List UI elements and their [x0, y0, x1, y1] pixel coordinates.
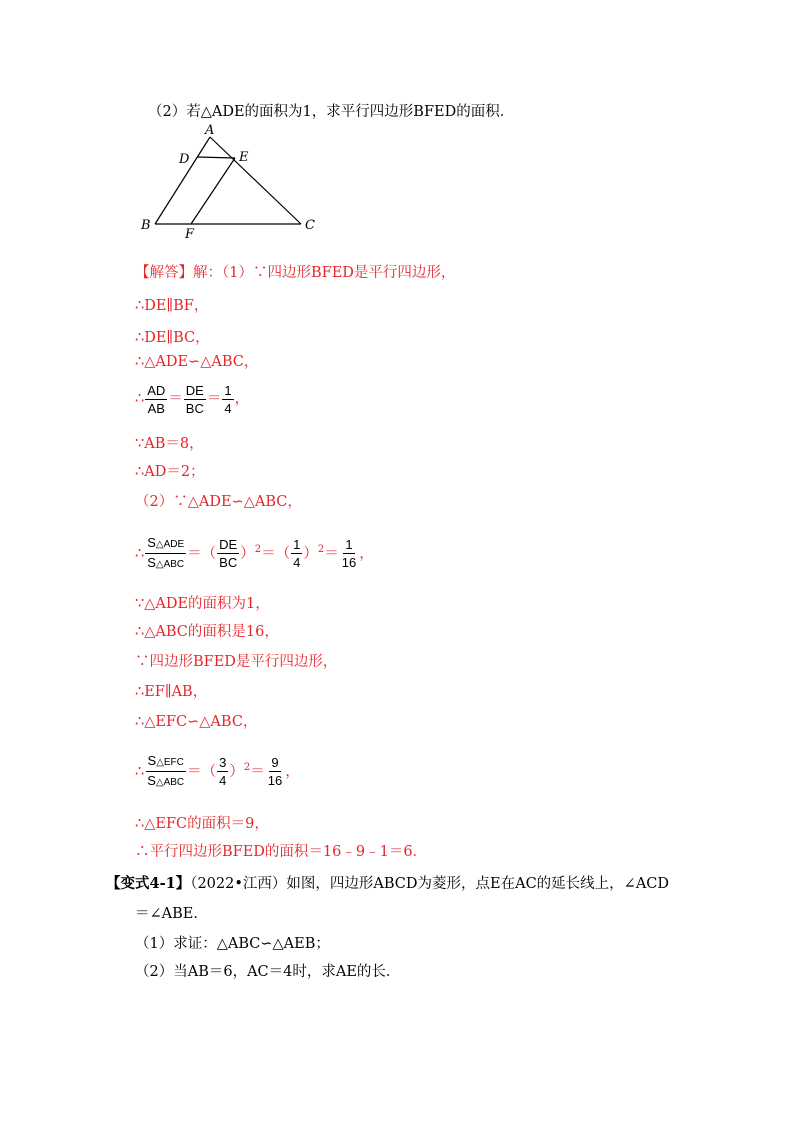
label-d: D [179, 152, 190, 167]
solution-line-1 [135, 263, 455, 283]
solution-line-17: ∴平行四边形BFED的面积＝16﹣9﹣1＝6． [135, 844, 428, 860]
variant-question-2: （2）当AB＝6，AC＝4时，求AE的长． [135, 964, 401, 980]
solution-line-2: ∴DE∥BF， [135, 298, 209, 314]
fraction-three-quarters: $\frac{3}{4}$ [219, 755, 227, 789]
fraction-one-quarter-2: $\frac{1}{4}$ [293, 537, 301, 571]
fraction-one-sixteenth: $\frac{1}{16}$ [341, 537, 357, 571]
segment-ab [155, 137, 210, 224]
variant-line-1 [106, 874, 669, 894]
solution-line-8: （2）∵△ADE∽△ABC， [135, 494, 302, 510]
solution-line-16: ∴△EFC的面积＝9， [135, 816, 269, 832]
solution-line-4: ∴△ADE∽△ABC， [135, 354, 259, 370]
fraction-de-bc-2: $\frac{DE}{BC}$ [219, 537, 238, 571]
triangle-figure [135, 118, 325, 240]
fraction-area-ratio-efc: $\frac{\text{S△EFC}}{\text{S△ABC}}$ [147, 753, 185, 789]
variant-question-1: （1）求证：△ABC∽△AEB； [135, 936, 330, 952]
solution-line-9: ∴ $\frac{\text{S△ADE}}{\text{S△ABC}}$ ＝（ $\frac{DE}{BC}$ ）$^2$＝（ $\frac{1}{4}$ ）$^2$＝ $\frac{1}{16}$ ， [135, 535, 374, 571]
solution-line-14: ∴△EFC∽△ABC， [135, 714, 258, 730]
solution-line-11: ∴△ABC的面积是16， [135, 624, 279, 640]
variant-text: （2022•江西）如图，四边形ABCD为菱形，点E在AC的延长线上，∠ACD [190, 876, 670, 892]
solution-line-15: ∴ $\frac{\text{S△EFC}}{\text{S△ABC}}$ ＝（ $\frac{3}{4}$ ）$^2$＝ $\frac{9}{16}$ ， [135, 753, 300, 789]
variant-line-2: ＝∠ABE． [135, 906, 208, 922]
label-c: C [305, 218, 315, 233]
label-b: B [141, 218, 151, 233]
problem-part2: （2）若△ADE的面积为1，求平行四边形BFED的面积． [148, 104, 515, 120]
solution-line-7: ∴AD＝2； [135, 464, 205, 480]
fraction-area-ratio-ade: $\frac{\text{S△ADE}}{\text{S△ABC}}$ [147, 535, 185, 571]
label-f: F [185, 227, 195, 240]
label-e: E [239, 150, 249, 165]
segment-de [197, 157, 235, 158]
answer-tag: 【解答】 [135, 265, 193, 281]
solution-line-12: ∵四边形BFED是平行四边形， [135, 654, 338, 670]
segment-ef [191, 158, 235, 224]
therefore-sign: ∴ [135, 391, 145, 407]
solution-line-6: ∵AB＝8， [135, 436, 204, 452]
solution-line-10: ∵△ADE的面积为1， [135, 596, 270, 612]
variant-tag: 【变式4-1】 [106, 875, 191, 892]
solution-l1-text: 解：（1）∵四边形BFED是平行四边形， [193, 265, 456, 281]
solution-line-5: ∴ $\frac{AD}{AB}$ ＝ $\frac{DE}{BC}$ ＝ $\frac{1}{4}$ ， [135, 382, 250, 416]
label-a: A [205, 123, 215, 138]
segment-ac [210, 137, 301, 224]
fraction-nine-sixteenths: $\frac{9}{16}$ [267, 755, 283, 789]
fraction-de-bc: $\frac{DE}{BC}$ [185, 382, 204, 416]
solution-line-13: ∴EF∥AB， [135, 684, 208, 700]
fraction-one-quarter: $\frac{1}{4}$ [224, 382, 232, 416]
fraction-ad-ab: $\frac{AD}{AB}$ [147, 382, 166, 416]
solution-line-3: ∴DE∥BC， [135, 330, 210, 346]
